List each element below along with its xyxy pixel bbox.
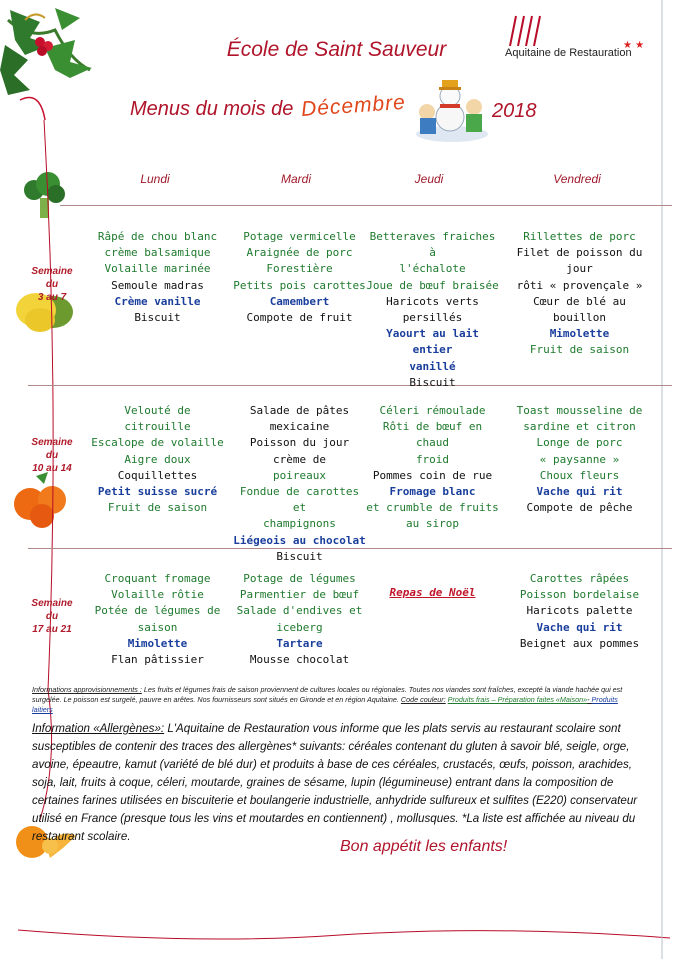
week-label-1 — [22, 265, 82, 304]
menu-cell-week1-jeudi — [365, 229, 500, 391]
week-label-line: du — [45, 611, 59, 622]
supply-info-title: Informations approvisionnements : — [32, 685, 142, 694]
menu-item: Pommes coin de rue — [372, 468, 493, 482]
menu-item: et crumble de fruits — [366, 501, 499, 515]
menu-item: Velouté de citrouille — [124, 404, 191, 434]
menu-item: Cœur de blé au bouillon — [533, 294, 626, 325]
menu-item: Toast mousseline de — [516, 404, 643, 417]
menu-item: crème balsamique — [104, 246, 211, 260]
week-label-line: Semaine — [31, 598, 73, 609]
menu-item: Fruit de saison — [529, 343, 630, 357]
menu-item: champignons — [263, 517, 336, 531]
menu-cell-week1-vendredi — [512, 229, 647, 359]
menu-item: persillés — [402, 311, 463, 325]
menu-item: Vache qui rit — [536, 620, 623, 634]
menu-item: Petit suisse sucré — [97, 485, 218, 499]
menu-item: Yaourt au lait entier — [386, 327, 479, 357]
week-label-line: 17 au 21 — [32, 624, 72, 635]
week-label-line: du — [45, 279, 59, 290]
menu-item: Haricots palette — [526, 604, 633, 618]
menu-item: Poisson du jour crème de — [249, 436, 350, 466]
menu-item: Carottes râpées — [529, 572, 630, 585]
day-header-lundi: Lundi — [140, 172, 170, 186]
allergen-title: Information «Allergènes»: — [32, 722, 165, 735]
divider — [60, 205, 672, 206]
menu-item: saison — [137, 620, 178, 634]
menu-item: Fondue de carottes et — [239, 485, 360, 515]
menu-item: froid — [415, 452, 450, 466]
allergen-text: L'Aquitaine de Restauration vous informe que les plats servis au restaurant scolaire sont susceptibles de contenir des traces des allergènes* suivants: céréales contenant du gluten à savoir blé, seigle, orge, avoine, épeautre, kamut (variété de blé dur) et produits à base de ces céréales, crustacés, œufs, poisson, arachides, soja, lait, fruits à coque, céleri, moutarde, graines de sésame, lupin (légumineuse) entrant dans la composition de certaines farines utilisées en biscuiterie et boulangerie industrielle, anhydride sulfureux et sulfites (E220) conservateur utilisé en France (presque tous les vins et moutardes en contiennent) , mollusques. *La liste est affichée au niveau du restaurant scolaire. — [32, 722, 638, 843]
menu-item: Poisson bordelaise — [519, 588, 640, 602]
menu-item: Forestière — [266, 262, 333, 276]
menu-cell-week1-lundi — [90, 229, 225, 326]
menu-item: Céleri rémoulade — [379, 404, 486, 417]
menu-item: Compote de fruit — [246, 311, 353, 325]
menu-item: Vache qui rit — [536, 485, 623, 499]
menu-item: Petits pois carottes — [233, 278, 366, 292]
menu-item: Crème vanille — [114, 294, 201, 308]
week-label-2 — [22, 436, 82, 475]
day-header-jeudi: Jeudi — [414, 172, 444, 186]
allergen-information — [32, 720, 644, 846]
menu-item: Salade d'endives et — [236, 604, 363, 618]
menu-item: Potée de légumes de — [94, 604, 221, 618]
menu-month: Décembre — [300, 90, 407, 122]
menu-item: vanillé — [409, 359, 456, 373]
menu-item: Râpé de chou blanc — [97, 230, 218, 243]
menu-item: Biscuit — [409, 375, 456, 389]
menu-item: Fruit de saison — [107, 501, 208, 515]
color-code-title: Code couleur: — [400, 695, 446, 704]
menu-item: Rillettes de porc — [523, 230, 636, 243]
day-header-vendredi: Vendredi — [553, 172, 601, 186]
menu-item: Potage vermicelle — [243, 230, 356, 243]
menu-item: Mousse chocolat — [249, 653, 350, 667]
menu-item: sardine et citron — [523, 420, 636, 434]
menu-heading-prefix: Menus du mois de — [130, 98, 294, 120]
menu-item: au sirop — [406, 517, 459, 531]
week-label-line: du — [45, 450, 59, 461]
logo-stars: ★ ★ — [623, 40, 645, 51]
menu-item: Volaille rôtie — [111, 588, 204, 602]
menu-item: Escalope de volaille — [91, 436, 224, 450]
menu-item: Coquillettes — [117, 468, 198, 482]
menu-year: 2018 — [492, 100, 537, 122]
menu-item: Semoule madras — [111, 278, 204, 292]
menu-cell-week3-mardi — [232, 571, 367, 668]
menu-cell-week3-jeudi — [365, 585, 500, 601]
menu-item: Biscuit — [134, 311, 181, 325]
menu-item: Compote de pêche — [526, 501, 633, 515]
menu-cell-week1-mardi — [232, 229, 367, 326]
menu-item: Mimolette — [127, 636, 188, 650]
week-label-line: Semaine — [31, 266, 73, 277]
menu-item: Choux fleurs — [539, 468, 620, 482]
menu-item: Tartare — [276, 636, 323, 650]
menu-item: Beignet aux pommes — [519, 636, 640, 650]
menu-item: Camembert — [269, 294, 330, 308]
menu-cell-week3-vendredi — [512, 571, 647, 652]
supply-info-text: Les fruits et légumes frais de saison proviennent de cultures locales ou régionales. Toutes nos viandes sont fraîches, excepté la viande hachée qui est surgelée. Le poisson est surgelé, pauvre en arêtes. Nos fournisseurs sont situés en Gironde et en région Aquitaine. — [32, 685, 623, 704]
color-code-blue: Produits laitiers — [32, 695, 618, 714]
menu-item: iceberg — [276, 620, 323, 634]
menu-item: mexicaine — [269, 420, 330, 434]
menu-item: Rôti de bœuf en chaud — [382, 420, 483, 450]
day-header-mardi: Mardi — [280, 172, 311, 186]
menu-item: poireaux — [273, 468, 326, 482]
menu-cell-week2-jeudi — [365, 403, 500, 533]
menu-cell-week2-lundi — [90, 403, 225, 516]
week-label-line: Semaine — [31, 437, 73, 448]
menu-item: Betteraves fraiches à — [369, 230, 496, 260]
menu-item: Araignée de porc — [246, 246, 353, 260]
school-title: École de Saint Sauveur — [226, 38, 447, 61]
color-code-separator: - — [587, 695, 592, 704]
week-label-line: 10 au 14 — [32, 463, 72, 474]
color-code-green: Produits frais – Préparation faites «Maison» — [447, 695, 588, 704]
menu-item: Liégeois au chocolat — [233, 533, 366, 547]
menu-cell-week3-lundi — [90, 571, 225, 668]
menu-item: Fromage blanc — [389, 485, 476, 499]
menu-item: Filet de poisson du jour — [516, 246, 643, 276]
week-label-line: 3 au 7 — [37, 292, 67, 303]
closing-message: Bon appétit les enfants! — [340, 838, 508, 855]
menu-cell-week2-mardi — [232, 403, 367, 565]
menu-item: Volaille marinée — [104, 262, 211, 276]
menu-item: Flan pâtissier — [111, 653, 204, 667]
menu-item: l'échalote — [399, 262, 466, 276]
menu-item: Mimolette — [549, 327, 610, 341]
week-label-3 — [22, 597, 82, 636]
menu-item: Haricots verts — [386, 294, 479, 308]
menu-item: rôti « provençale » — [516, 278, 643, 292]
menu-item: Potage de légumes — [243, 572, 356, 585]
menu-item: « paysanne » — [539, 452, 620, 466]
menu-item: Croquant fromage — [104, 572, 211, 585]
menu-item: Longe de porc — [536, 436, 623, 450]
menu-item: Aigre doux — [124, 452, 191, 466]
supply-information — [32, 685, 640, 715]
logo-text: Aquitaine de Restauration — [505, 47, 632, 59]
divider — [28, 385, 672, 386]
menu-item: Salade de pâtes — [249, 404, 350, 417]
menu-item: Biscuit — [276, 549, 323, 563]
menu-item: Repas de Noël — [389, 586, 476, 599]
menu-item: Parmentier de bœuf — [239, 588, 360, 602]
menu-item: Joue de bœuf braisée — [366, 278, 499, 292]
menu-cell-week2-vendredi — [512, 403, 647, 516]
